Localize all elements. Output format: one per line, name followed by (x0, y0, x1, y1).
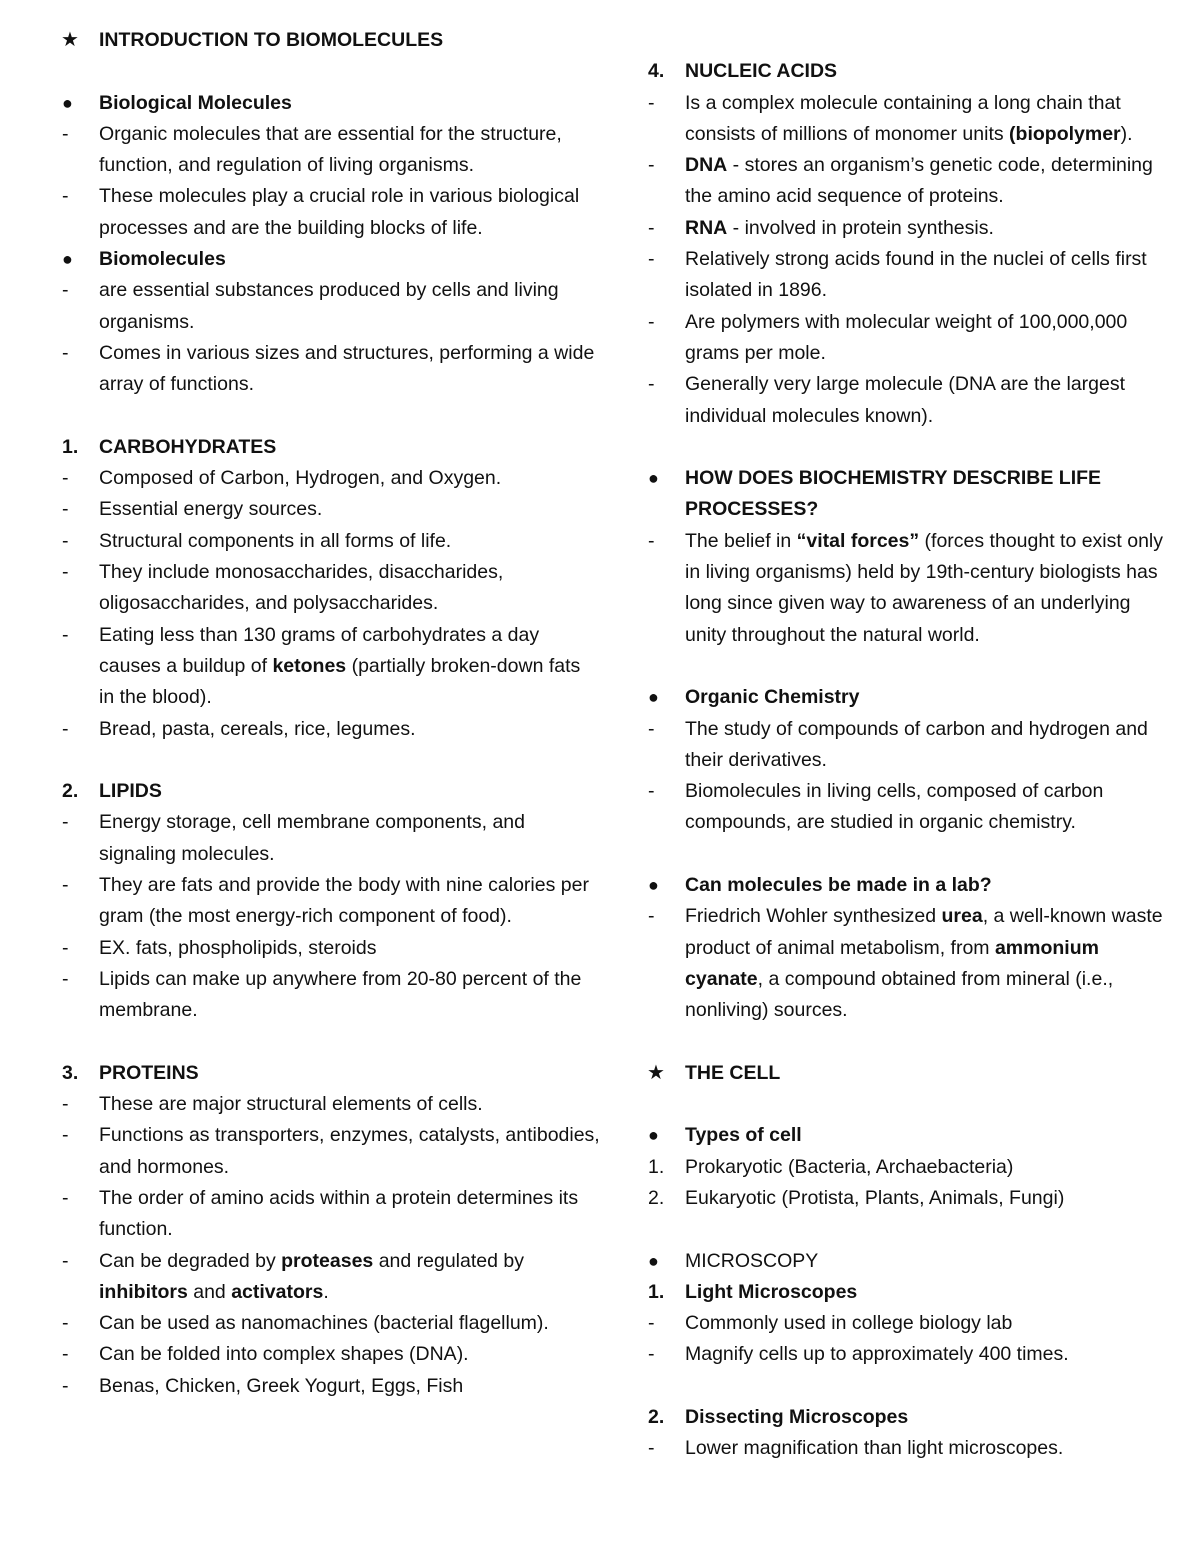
list-item (646, 776, 1176, 839)
blank-line (60, 1027, 600, 1058)
list-item (60, 119, 600, 182)
dash-icon: - (62, 811, 69, 834)
dash-icon: - (62, 185, 69, 208)
text-run: MICROSCOPY (685, 1249, 819, 1272)
text-run: , a well-known waste product of animal metabolism, from (685, 905, 1163, 959)
list-number: 2. (648, 1186, 665, 1209)
bullet-heading (646, 1120, 1176, 1151)
blank-line (60, 745, 600, 776)
text-run: Essential energy sources. (99, 498, 323, 521)
dash-icon: - (62, 874, 69, 897)
text-run: Composed of Carbon, Hydrogen, and Oxygen. (99, 467, 502, 490)
dash-icon: - (62, 561, 69, 584)
left-column (60, 25, 600, 1402)
text-run: Biomolecules (99, 248, 226, 271)
text-run: and regulated by (373, 1249, 524, 1272)
text-run: THE CELL (685, 1061, 781, 1084)
bold-term: (biopolymer (1009, 122, 1121, 145)
bold-term: activators (231, 1280, 324, 1303)
text-run: Eating less than 130 grams of carbohydrates a day causes a buildup of (99, 623, 540, 677)
dash-icon: - (62, 1249, 69, 1272)
dash-icon: - (62, 1374, 69, 1397)
bullet-heading (60, 88, 600, 119)
blank-line (646, 1214, 1176, 1245)
dash-icon: - (62, 623, 69, 646)
text-run: Can be used as nanomachines (bacterial flagellum). (99, 1312, 549, 1335)
text-run: Organic molecules that are essential for the structure, function, and regulation of living organisms. (99, 122, 562, 177)
text-run: Relatively strong acids found in the nuclei of cells first isolated in 1896. (685, 248, 1147, 302)
text-run: Prokaryotic (Bacteria, Archaebacteria) (685, 1155, 1014, 1178)
bullet-heading (60, 244, 600, 275)
dash-icon: - (648, 905, 655, 928)
dash-icon: - (62, 341, 69, 364)
list-item (646, 714, 1176, 777)
text-run: Can be folded into complex shapes (DNA). (99, 1343, 469, 1366)
text-run: Energy storage, cell membrane components, and signaling molecules. (99, 811, 525, 865)
dash-icon: - (62, 467, 69, 490)
list-item (60, 807, 600, 870)
blank-line (646, 1027, 1176, 1058)
text-run: Comes in various sizes and structures, performing a wide array of functions. (99, 341, 595, 396)
list-number: 2. (62, 780, 79, 803)
list-item (646, 526, 1176, 651)
list-number: 1. (648, 1155, 665, 1178)
list-item (60, 1120, 600, 1183)
dash-icon: - (62, 1312, 69, 1335)
list-item (60, 620, 600, 714)
dash-icon: - (648, 1312, 655, 1335)
bold-term: DNA (685, 154, 728, 177)
text-run: PROTEINS (99, 1061, 199, 1084)
list-item (60, 338, 600, 401)
list-item (60, 933, 600, 964)
dash-icon: - (62, 717, 69, 740)
dash-icon: - (648, 529, 655, 552)
text-run: , a compound obtained from mineral (i.e., nonliving) sources. (685, 967, 1114, 1022)
list-item (60, 870, 600, 933)
section-heading (646, 1058, 1176, 1089)
text-run: These molecules play a crucial role in various biological processes and are the building blocks of life. (99, 185, 580, 239)
blank-line (646, 1089, 1176, 1120)
text-run: LIPIDS (99, 780, 162, 803)
list-number: 1. (62, 435, 79, 458)
list-item (60, 964, 600, 1027)
text-run: Are polymers with molecular weight of 100,000,000 grams per mole. (685, 310, 1128, 364)
right-column (646, 25, 1176, 1465)
list-item (60, 1089, 600, 1120)
dash-icon: - (62, 1093, 69, 1116)
list-item (60, 557, 600, 620)
dash-icon: - (62, 967, 69, 990)
text-run: Types of cell (685, 1124, 802, 1147)
text-run: Lower magnification than light microscopes. (685, 1437, 1064, 1460)
numbered-item (646, 1277, 1176, 1308)
dash-icon: - (648, 1343, 655, 1366)
text-run: - stores an organism’s genetic code, determining the amino acid sequence of proteins. (685, 154, 1153, 208)
numbered-item (60, 1058, 600, 1089)
text-run: Dissecting Microscopes (685, 1406, 909, 1429)
dash-icon: - (62, 498, 69, 521)
dash-icon: - (648, 154, 655, 177)
blank-line (646, 651, 1176, 682)
text-run: They are fats and provide the body with nine calories per gram (the most energy-rich component of food). (99, 874, 589, 928)
list-item (60, 181, 600, 244)
list-item (646, 1433, 1176, 1464)
bullet-icon: ● (648, 468, 659, 489)
text-run: EX. fats, phospholipids, steroids (99, 936, 377, 959)
dash-icon: - (62, 122, 69, 145)
dash-icon: - (648, 248, 655, 271)
text-run: Light Microscopes (685, 1280, 858, 1303)
bullet-heading (646, 682, 1176, 713)
bullet-heading (646, 870, 1176, 901)
dash-icon: - (62, 279, 69, 302)
text-run: Functions as transporters, enzymes, catalysts, antibodies, and hormones. (99, 1124, 600, 1178)
numbered-item (646, 1152, 1176, 1183)
section-heading (60, 25, 600, 56)
bullet-icon: ● (648, 875, 659, 896)
blank-line (646, 432, 1176, 463)
text-run: Eukaryotic (Protista, Plants, Animals, Fungi) (685, 1186, 1065, 1209)
text-run: Magnify cells up to approximately 400 times. (685, 1343, 1069, 1366)
text-run: Lipids can make up anywhere from 20-80 percent of the membrane. (99, 967, 582, 1022)
text-run: Organic Chemistry (685, 686, 860, 709)
list-item (60, 1339, 600, 1370)
blank-line (646, 25, 1176, 56)
list-number: 4. (648, 60, 665, 83)
text-run: These are major structural elements of cells. (99, 1093, 483, 1116)
text-run: The study of compounds of carbon and hydrogen and their derivatives. (685, 717, 1148, 771)
text-run: (partially broken-down fats in the blood). (99, 654, 581, 709)
bullet-icon: ● (62, 92, 73, 113)
text-run: They include monosaccharides, disaccharides, oligosaccharides, and polysaccharides. (99, 561, 504, 615)
text-run: INTRODUCTION TO BIOMOLECULES (99, 29, 444, 51)
text-run: Biomolecules in living cells, composed of carbon compounds, are studied in organic chemistry. (685, 780, 1104, 834)
text-run: Structural components in all forms of life. (99, 529, 452, 552)
text-run: Friedrich Wohler synthesized (685, 905, 942, 928)
list-item (646, 1308, 1176, 1339)
dash-icon: - (648, 310, 655, 333)
bullet-icon: ● (648, 1250, 659, 1271)
text-run: Commonly used in college biology lab (685, 1312, 1013, 1335)
text-run: . (323, 1280, 329, 1303)
bold-term: “vital forces” (796, 529, 920, 552)
dash-icon: - (648, 91, 655, 114)
dash-icon: - (648, 1437, 655, 1460)
dash-icon: - (648, 717, 655, 740)
text-run: CARBOHYDRATES (99, 435, 277, 458)
bullet-icon: ● (648, 687, 659, 708)
list-number: 1. (648, 1280, 665, 1303)
list-item (60, 1183, 600, 1246)
text-run: The belief in (685, 529, 797, 552)
bullet-icon: ● (62, 249, 73, 270)
dash-icon: - (62, 1343, 69, 1366)
list-number: 2. (648, 1406, 665, 1429)
blank-line (60, 56, 600, 87)
list-item (60, 494, 600, 525)
bullet-icon: ● (648, 1125, 659, 1146)
list-item (60, 1371, 600, 1402)
numbered-item (646, 1183, 1176, 1214)
text-run: Can be degraded by (99, 1249, 282, 1272)
bold-term: RNA (685, 216, 728, 239)
text-run: Bread, pasta, cereals, rice, legumes. (99, 717, 416, 740)
dash-icon: - (648, 373, 655, 396)
bold-term: proteases (281, 1249, 374, 1272)
list-item (60, 714, 600, 745)
bold-term: ketones (272, 654, 347, 677)
text-run: Is a complex molecule containing a long chain that consists of millions of monomer units (685, 91, 1121, 145)
list-item (60, 463, 600, 494)
star-icon: ★ (647, 1061, 665, 1084)
bold-term: inhibitors (99, 1280, 188, 1303)
list-item (646, 150, 1176, 213)
numbered-item (646, 56, 1176, 87)
bullet-heading (646, 1246, 1176, 1277)
text-run: NUCLEIC ACIDS (685, 60, 838, 83)
bold-term: urea (941, 905, 983, 928)
list-number: 3. (62, 1061, 79, 1084)
text-run: ). (1120, 122, 1133, 145)
dash-icon: - (62, 936, 69, 959)
text-run: The order of amino acids within a protein determines its function. (99, 1186, 579, 1241)
numbered-item (646, 1402, 1176, 1433)
bullet-heading (646, 463, 1176, 526)
text-run: Generally very large molecule (DNA are the largest individual molecules known). (685, 373, 1126, 427)
dash-icon: - (62, 529, 69, 552)
blank-line (60, 401, 600, 432)
list-item (646, 88, 1176, 151)
list-item (646, 307, 1176, 370)
blank-line (646, 839, 1176, 870)
list-item (60, 275, 600, 338)
dash-icon: - (62, 1124, 69, 1147)
text-run: Benas, Chicken, Greek Yogurt, Eggs, Fish (99, 1374, 464, 1397)
numbered-item (60, 432, 600, 463)
dash-icon: - (648, 216, 655, 239)
text-run: (forces thought to exist only in living organisms) held by 19th-century biologists has long since given way to awareness of an underlying unity throughout the natural world. (685, 529, 1163, 646)
dash-icon: - (648, 780, 655, 803)
text-run: and (187, 1280, 232, 1303)
star-icon: ★ (61, 29, 79, 51)
bold-term: ammonium cyanate (685, 936, 1099, 990)
list-item (646, 901, 1176, 1026)
list-item (646, 369, 1176, 432)
text-run: - involved in protein synthesis. (727, 216, 994, 239)
list-item (60, 1308, 600, 1339)
numbered-item (60, 776, 600, 807)
list-item (646, 1339, 1176, 1370)
list-item (60, 526, 600, 557)
text-run: Can molecules be made in a lab? (685, 874, 992, 897)
dash-icon: - (62, 1186, 69, 1209)
blank-line (646, 1371, 1176, 1402)
list-item (646, 244, 1176, 307)
list-item (60, 1246, 600, 1309)
text-run: are essential substances produced by cells and living organisms. (99, 279, 559, 333)
text-run: Biological Molecules (99, 91, 292, 114)
list-item (646, 213, 1176, 244)
text-run: HOW DOES BIOCHEMISTRY DESCRIBE LIFE PROCESSES? (685, 467, 1102, 521)
